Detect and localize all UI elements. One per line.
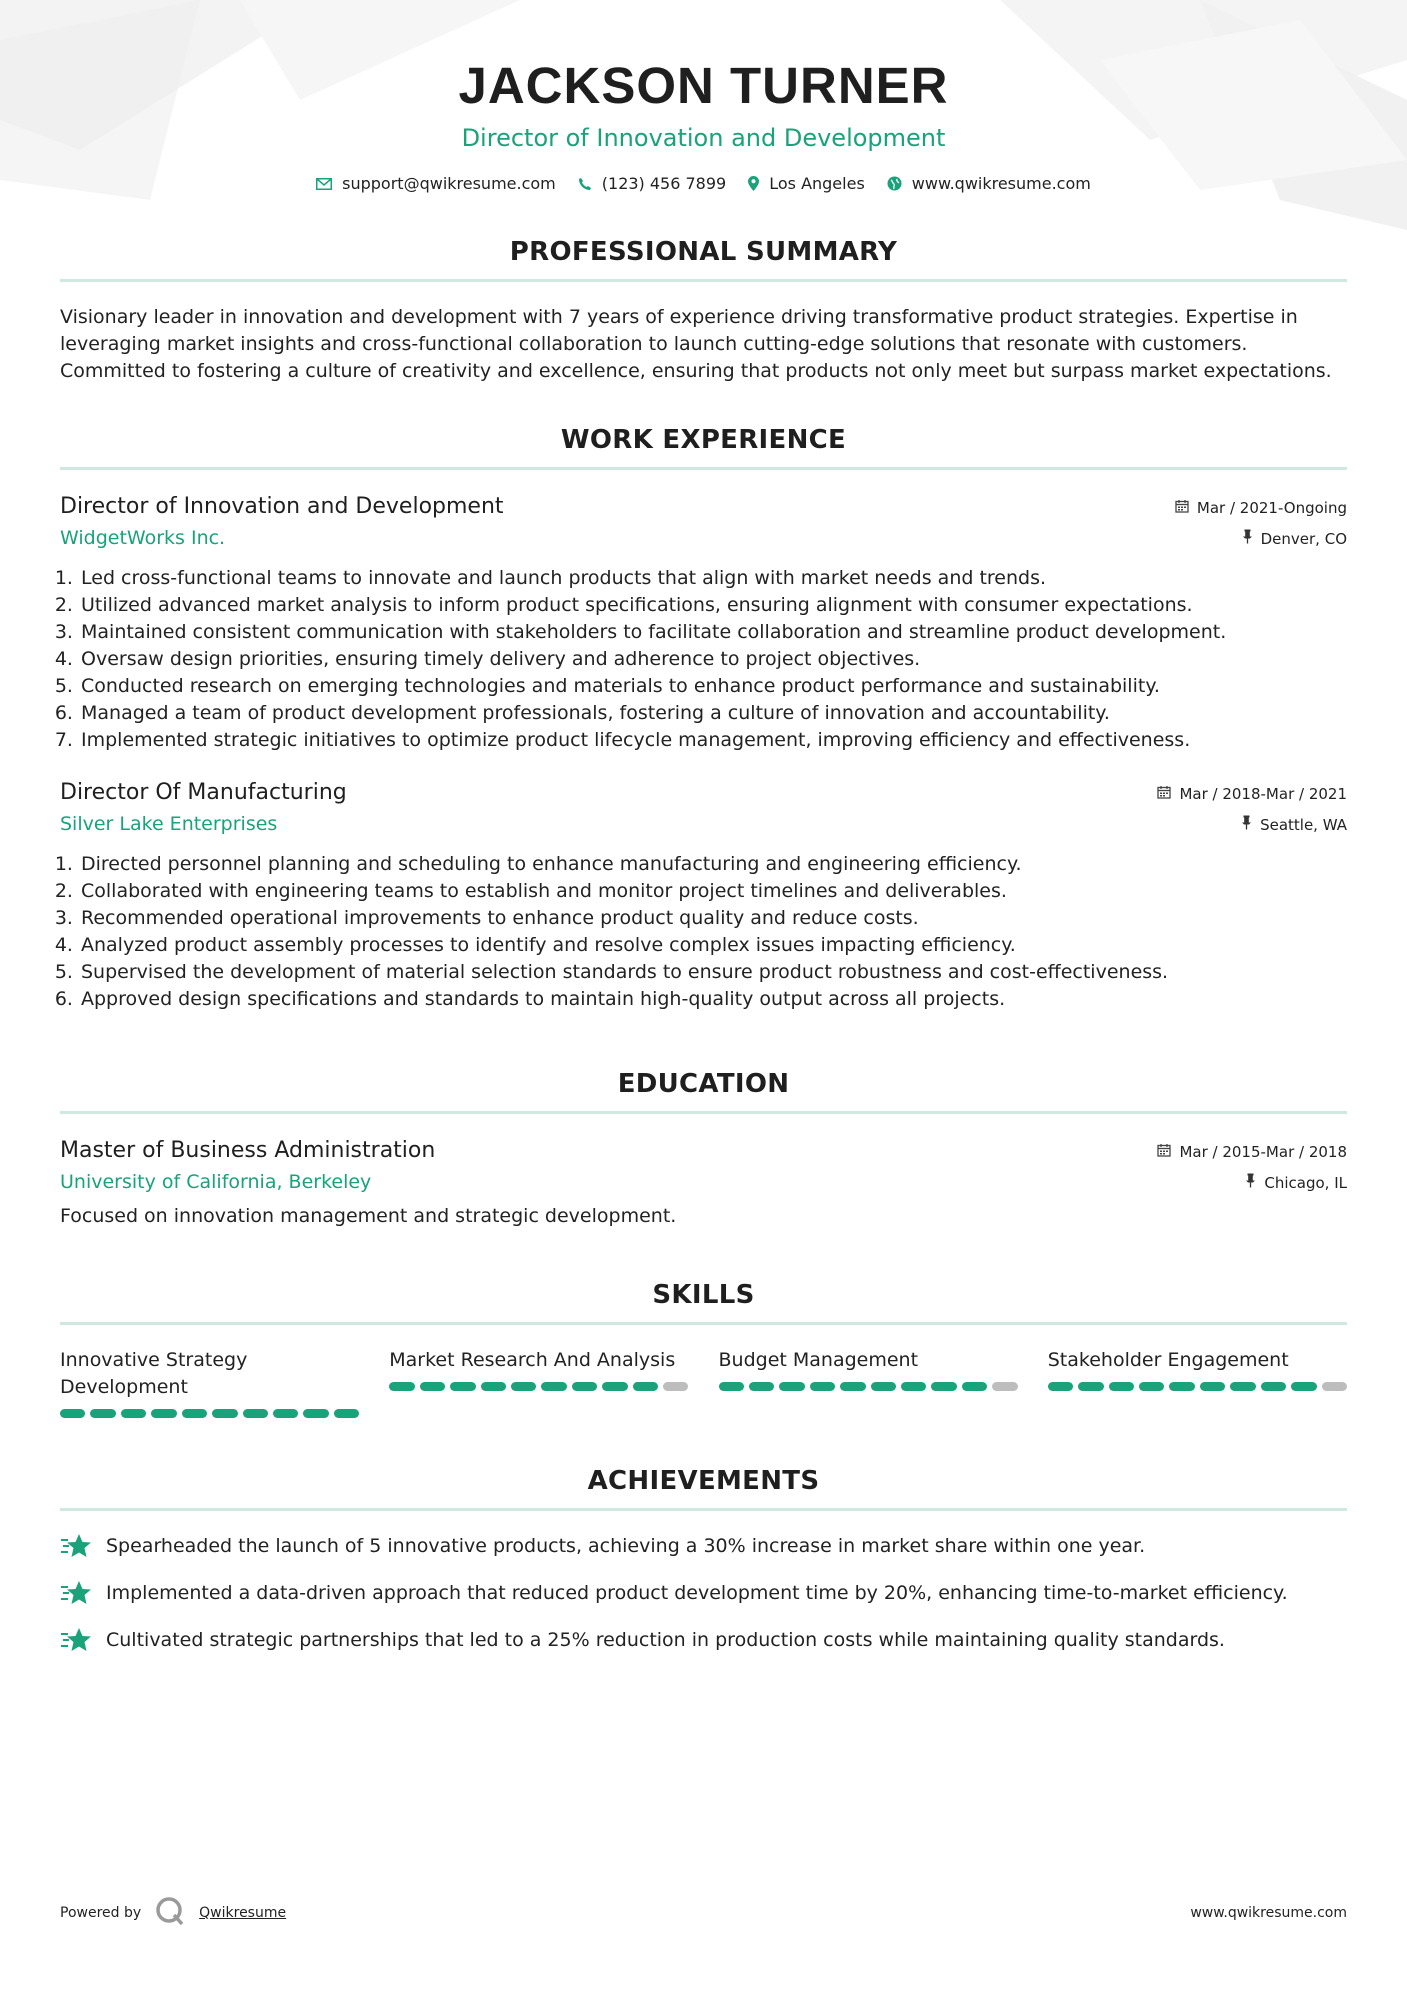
section-divider	[60, 1111, 1347, 1114]
company-name: WidgetWorks Inc.	[60, 527, 226, 550]
phone-text[interactable]: (123) 456 7899	[601, 174, 727, 194]
section-divider	[60, 1322, 1347, 1325]
achievements-heading: ACHIEVEMENTS	[587, 1466, 820, 1497]
duty-item: 3. Recommended operational improvements to enhance product quality and reduce costs.	[79, 905, 1347, 932]
duty-item: 5. Conducted research on emerging technologies and materials to enhance product performance and sustainability.	[79, 673, 1347, 700]
candidate-name: JACKSON TURNER	[458, 57, 949, 114]
school-name: University of California, Berkeley	[60, 1171, 372, 1194]
skill-level-segment	[273, 1409, 298, 1418]
skill-item	[1048, 1347, 1347, 1418]
job-location-text: Denver, CO	[1260, 529, 1347, 548]
skill-level-segment	[420, 1382, 445, 1391]
job-dates	[1175, 499, 1347, 517]
section-divider	[60, 467, 1347, 470]
contact-website[interactable]	[887, 174, 1091, 193]
skill-level-segment	[1322, 1382, 1347, 1391]
duty-item: 1. Led cross-functional teams to innovate and launch products that align with market needs and trends.	[79, 565, 1347, 592]
skill-level-segment	[303, 1409, 328, 1418]
skill-level-segment	[901, 1382, 926, 1391]
skill-level-segment	[334, 1409, 359, 1418]
skill-level-segment	[182, 1409, 207, 1418]
skill-level-segment	[779, 1382, 804, 1391]
skill-level-segment	[1169, 1382, 1194, 1391]
education-description: Focused on innovation management and strategic development.	[60, 1205, 677, 1228]
job-location	[1241, 815, 1347, 834]
achievement-text: Cultivated strategic partnerships that led to a 25% reduction in production costs while maintaining quality standards.	[106, 1629, 1225, 1652]
skill-name: Stakeholder Engagement	[1047, 1349, 1289, 1372]
calendar-icon	[1157, 1143, 1171, 1161]
duty-item: 2. Utilized advanced market analysis to inform product specifications, ensuring alignment with consumer expectations.	[79, 592, 1347, 619]
calendar-icon	[1175, 499, 1189, 517]
skill-level-segment	[931, 1382, 956, 1391]
star-icon	[60, 1627, 92, 1661]
skill-level-segment	[1291, 1382, 1316, 1391]
job-location	[1242, 529, 1347, 548]
duty-item: 6. Approved design specifications and standards to maintain high-quality output across all projects.	[79, 986, 1347, 1013]
skill-level-segment	[633, 1382, 658, 1391]
footer	[60, 1896, 1347, 1930]
education-dates-text: Mar / 2015-Mar / 2018	[1179, 1143, 1347, 1162]
skill-level-segment	[810, 1382, 835, 1391]
company-name: Silver Lake Enterprises	[60, 813, 278, 836]
achievement-list	[60, 1533, 1347, 1661]
pushpin-icon	[1245, 1173, 1256, 1192]
email-text[interactable]: support@qwikresume.com	[342, 174, 556, 194]
skill-level-bar	[1048, 1382, 1347, 1391]
skill-level-segment	[1139, 1382, 1164, 1391]
job-title: Director of Innovation and Development	[60, 494, 504, 520]
skill-level-segment	[389, 1382, 414, 1391]
skill-level-segment	[572, 1382, 597, 1391]
achievement-item	[60, 1627, 1347, 1661]
education-section	[60, 1069, 1347, 1230]
skill-level-segment	[840, 1382, 865, 1391]
section-divider	[60, 1508, 1347, 1511]
skill-level-segment	[121, 1409, 146, 1418]
contact-email[interactable]	[316, 174, 556, 193]
powered-by-label: Powered by	[60, 1905, 142, 1921]
duty-item: 2. Collaborated with engineering teams to establish and monitor project timelines and deliverables.	[79, 878, 1347, 905]
resume-header	[60, 0, 1347, 193]
duty-list	[60, 851, 1347, 1013]
job-title: Director Of Manufacturing	[60, 780, 347, 806]
skills-grid	[60, 1347, 1347, 1418]
globe-icon	[887, 176, 902, 191]
qwikresume-logo-icon	[155, 1896, 185, 1930]
skill-name: Innovative Strategy Development	[60, 1349, 248, 1399]
duty-item: 7. Implemented strategic initiatives to optimize product lifecycle management, improving efficiency and effectiveness.	[79, 727, 1347, 754]
job-dates-text: Mar / 2021-Ongoing	[1196, 499, 1347, 518]
skill-item	[389, 1347, 688, 1418]
achievement-text: Implemented a data-driven approach that reduced product development time by 20%, enhancing time-to-market efficiency.	[106, 1582, 1288, 1605]
skill-level-segment	[992, 1382, 1017, 1391]
envelope-icon	[316, 178, 332, 190]
skill-level-segment	[481, 1382, 506, 1391]
duty-item: 5. Supervised the development of material selection standards to ensure product robustness and cost-effectiveness.	[79, 959, 1347, 986]
skill-name: Market Research And Analysis	[389, 1349, 676, 1372]
duty-item: 4. Oversaw design priorities, ensuring timely delivery and adherence to project objectives.	[79, 646, 1347, 673]
achievement-item	[60, 1533, 1347, 1567]
skill-level-segment	[1230, 1382, 1255, 1391]
skill-level-segment	[1078, 1382, 1103, 1391]
duty-item: 4. Analyzed product assembly processes to identify and resolve complex issues impacting efficiency.	[79, 932, 1347, 959]
skill-level-segment	[602, 1382, 627, 1391]
job-dates-text: Mar / 2018-Mar / 2021	[1179, 785, 1347, 804]
education-location-text: Chicago, IL	[1264, 1173, 1347, 1192]
skill-level-segment	[1109, 1382, 1134, 1391]
job-dates	[1157, 785, 1347, 803]
star-icon	[60, 1580, 92, 1614]
duty-item: 6. Managed a team of product development professionals, fostering a culture of innovation and accountability.	[79, 700, 1347, 727]
skill-level-segment	[511, 1382, 536, 1391]
duty-list	[60, 565, 1347, 754]
skill-level-segment	[60, 1409, 85, 1418]
experience-section	[60, 425, 1347, 1013]
education-dates	[1157, 1143, 1347, 1161]
skill-item	[719, 1347, 1018, 1418]
skill-level-segment	[663, 1382, 688, 1391]
duty-item: 3. Maintained consistent communication with stakeholders to facilitate collaboration and streamline product development.	[79, 619, 1347, 646]
contact-phone[interactable]	[578, 174, 726, 193]
map-pin-icon	[748, 176, 759, 191]
powered-by	[60, 1896, 286, 1930]
skill-level-bar	[719, 1382, 1018, 1391]
phone-icon	[578, 177, 592, 191]
pushpin-icon	[1241, 815, 1252, 834]
skill-name: Budget Management	[718, 1349, 919, 1372]
job-location-text: Seattle, WA	[1260, 815, 1347, 834]
skill-level-segment	[243, 1409, 268, 1418]
skill-level-bar	[60, 1409, 359, 1418]
achievement-item	[60, 1580, 1347, 1614]
skills-heading: SKILLS	[652, 1280, 755, 1311]
education-location	[1245, 1173, 1347, 1192]
contact-location	[748, 174, 865, 193]
skill-level-segment	[151, 1409, 176, 1418]
skill-level-segment	[212, 1409, 237, 1418]
skill-level-segment	[871, 1382, 896, 1391]
education-heading: EDUCATION	[617, 1069, 790, 1100]
skill-level-segment	[749, 1382, 774, 1391]
skill-level-segment	[1200, 1382, 1225, 1391]
job-entry	[60, 494, 1347, 754]
degree-title: Master of Business Administration	[60, 1138, 436, 1164]
achievement-text: Spearheaded the launch of 5 innovative products, achieving a 30% increase in market share within one year.	[106, 1535, 1146, 1558]
skill-level-segment	[1261, 1382, 1286, 1391]
summary-text: Visionary leader in innovation and development with 7 years of experience driving transformative product strategies. Expertise in leveraging market insights and cross-functional collaboration to launch cutting-edge solutions that resonate with customers. Committed to fostering a culture of creativity and excellence, ensuring that products not only meet but surpass market expectations.	[60, 306, 1332, 383]
skill-level-segment	[541, 1382, 566, 1391]
footer-website[interactable]: www.qwikresume.com	[1190, 1905, 1347, 1921]
website-text[interactable]: www.qwikresume.com	[911, 174, 1091, 194]
brand-link[interactable]: Qwikresume	[199, 1905, 287, 1921]
duty-item: 1. Directed personnel planning and scheduling to enhance manufacturing and engineering efficiency.	[79, 851, 1347, 878]
skill-level-segment	[90, 1409, 115, 1418]
summary-heading: PROFESSIONAL SUMMARY	[509, 237, 898, 268]
pushpin-icon	[1242, 529, 1253, 548]
skill-level-bar	[389, 1382, 688, 1391]
skill-level-segment	[450, 1382, 475, 1391]
location-text: Los Angeles	[769, 174, 865, 194]
skill-item	[60, 1347, 359, 1418]
contact-bar	[60, 174, 1347, 193]
summary-section	[60, 237, 1347, 385]
skills-section	[60, 1280, 1347, 1418]
calendar-icon	[1157, 785, 1171, 803]
skill-level-segment	[962, 1382, 987, 1391]
job-entry	[60, 780, 1347, 1013]
achievements-section	[60, 1466, 1347, 1661]
skill-level-segment	[719, 1382, 744, 1391]
skill-level-segment	[1048, 1382, 1073, 1391]
star-icon	[60, 1533, 92, 1567]
section-divider	[60, 279, 1347, 282]
candidate-title: Director of Innovation and Development	[461, 124, 946, 153]
experience-heading: WORK EXPERIENCE	[560, 425, 847, 456]
